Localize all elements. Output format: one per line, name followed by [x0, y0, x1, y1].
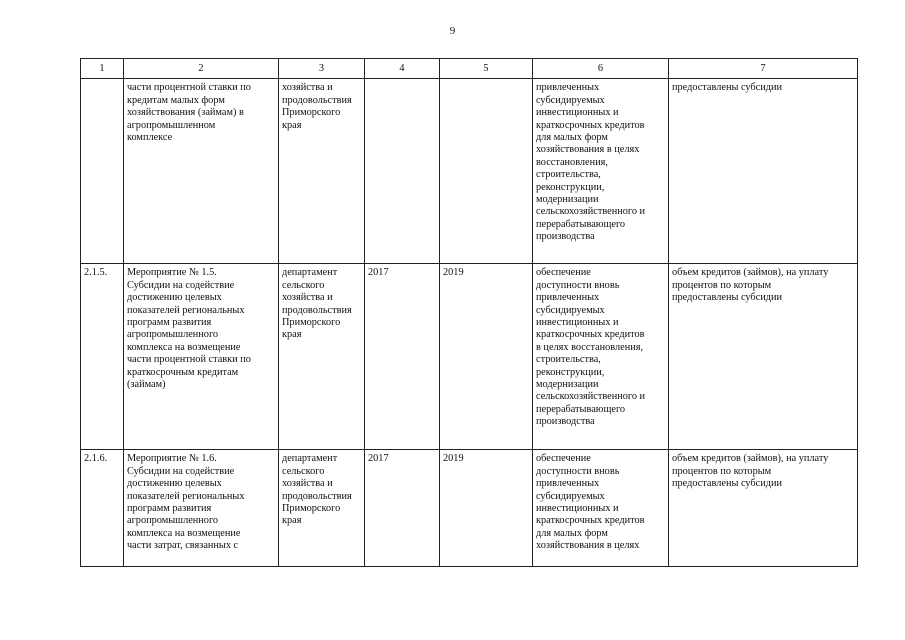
expected-result: привлеченных субсидируемых инвестиционных и краткосрочных кредитов для малых форм хозяйствования в целях восстановления, строительства, реконструкции, модернизации сельскохозяйственного и перерабатывающего производства	[533, 79, 669, 264]
header-col-5: 5	[440, 59, 533, 79]
indicator: объем кредитов (займов), на уплату процентов по которым предоставлены субсидии	[669, 450, 858, 567]
expected-result: обеспечение доступности вновь привлеченных субсидируемых инвестиционных и краткосрочных кредитов в целях восстановления, строительства, реконструкции, модернизации сельскохозяйственного и перерабатывающего производства	[533, 264, 669, 450]
header-col-2: 2	[124, 59, 279, 79]
measures-table	[80, 58, 858, 567]
end-year	[440, 79, 533, 264]
table-header-row	[81, 59, 858, 79]
measure-name: Мероприятие № 1.5. Субсидии на содействие достижению целевых показателей региональных программ развития агропромышленного комплекса на возмещение части процентной ставки по краткосрочным кредитам (займам)	[124, 264, 279, 450]
measure-name: Мероприятие № 1.6. Субсидии на содействие достижению целевых показателей региональных программ развития агропромышленного комплекса на возмещение части затрат, связанных с	[124, 450, 279, 567]
table-row	[81, 264, 858, 450]
header-col-6: 6	[533, 59, 669, 79]
header-col-3: 3	[279, 59, 365, 79]
end-year: 2019	[440, 264, 533, 450]
measure-name: части процентной ставки по кредитам малых форм хозяйствования (займам) в агропромышленном комплексе	[124, 79, 279, 264]
header-col-1: 1	[81, 59, 124, 79]
row-number: 2.1.6.	[81, 450, 124, 567]
executor: хозяйства и продовольствия Приморского края	[279, 79, 365, 264]
start-year: 2017	[365, 264, 440, 450]
start-year: 2017	[365, 450, 440, 567]
table-row	[81, 450, 858, 567]
expected-result: обеспечение доступности вновь привлеченных субсидируемых инвестиционных и краткосрочных кредитов для малых форм хозяйствования в целях	[533, 450, 669, 567]
header-col-7: 7	[669, 59, 858, 79]
table-row	[81, 79, 858, 264]
indicator: объем кредитов (займов), на уплату процентов по которым предоставлены субсидии	[669, 264, 858, 450]
executor: департамент сельского хозяйства и продовольствия Приморского края	[279, 450, 365, 567]
row-number	[81, 79, 124, 264]
start-year	[365, 79, 440, 264]
row-number: 2.1.5.	[81, 264, 124, 450]
executor: департамент сельского хозяйства и продовольствия Приморского края	[279, 264, 365, 450]
header-col-4: 4	[365, 59, 440, 79]
indicator: предоставлены субсидии	[669, 79, 858, 264]
page-number: 9	[449, 25, 456, 37]
end-year: 2019	[440, 450, 533, 567]
